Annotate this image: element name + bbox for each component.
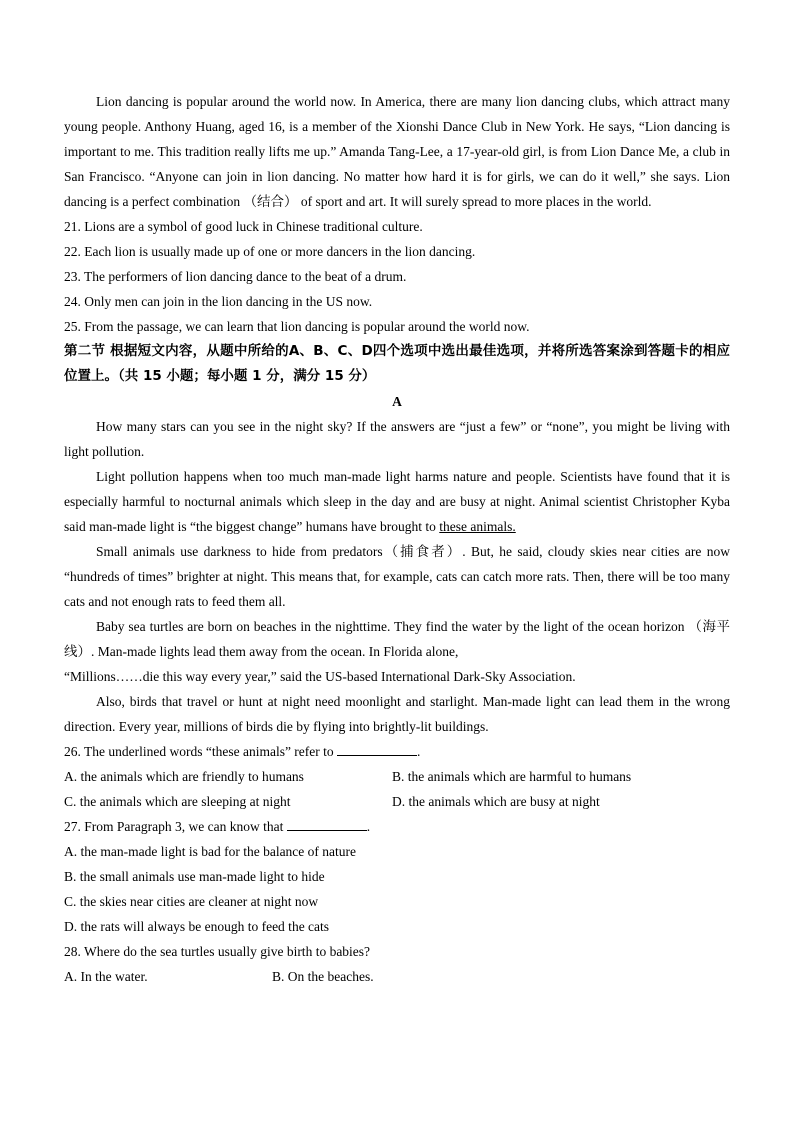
question-26-stem: 26. The underlined words “these animals” refer to (64, 744, 334, 759)
passage-a-paragraph-3: Small animals use darkness to hide from predators（捕食者）. But, he said, cloudy skies near cities are now “hundreds of times” brighter at night. This means that, for example, cats can catch more rats. Then, there will be too many cats and not enough rats to feed them all. (64, 544, 730, 609)
paragraph-2-text: Light pollution happens when too much man-made light harms nature and people. Scientists have found that it is especially harmful to nocturnal animals which sleep in the day and are busy at night. Animal scientist Christopher Kyba said man-made light is “the biggest change” humans have brought to (64, 469, 730, 534)
tf-item-23: 23. The performers of lion dancing dance to the beat of a drum. (64, 269, 407, 284)
underlined-these-animals: these animals. (439, 519, 516, 534)
question-27-stem: 27. From Paragraph 3, we can know that (64, 819, 284, 834)
page-content (64, 89, 730, 989)
part-label: A (392, 394, 402, 409)
tf-item-24: 24. Only men can join in the lion dancing in the US now. (64, 294, 373, 309)
question-26-option-a: A. the animals which are friendly to humans (64, 769, 304, 784)
question-26-option-d: D. the animals which are busy at night (392, 794, 600, 809)
tf-item-21: 21. Lions are a symbol of good luck in Chinese traditional culture. (64, 219, 423, 234)
passage-a-paragraph-5: Also, birds that travel or hunt at night need moonlight and starlight. Man-made light can lead them in the wrong direction. Every year, millions of birds die by flying into brightly-lit buildings. (64, 694, 730, 734)
section-heading: 第二节 根据短文内容，从题中所给的A、B、C、D四个选项中选出最佳选项，并将所选答案涂到答题卡的相应位置上。（共 15 小题；每小题 1 分，满分 15 分） (64, 343, 730, 384)
question-26: 26. The underlined words “these animals” refer to . (64, 739, 730, 764)
passage-a-paragraph-4: Baby sea turtles are born on beaches in the nighttime. They find the water by the light of the ocean horizon （海平线）. Man-made lights lead them away from the ocean. In Florida alone, (64, 619, 730, 659)
question-27-option-b: B. the small animals use man-made light to hide (64, 869, 325, 884)
tf-item-25: 25. From the passage, we can learn that lion dancing is popular around the world now. (64, 319, 530, 334)
question-26-options-row-1 (64, 764, 730, 789)
question-27: 27. From Paragraph 3, we can know that . (64, 814, 730, 839)
question-27-option-a: A. the man-made light is bad for the balance of nature (64, 844, 357, 859)
question-28-stem: 28. Where do the sea turtles usually give birth to babies? (64, 944, 371, 959)
question-27-option-d: D. the rats will always be enough to feed the cats (64, 919, 330, 934)
question-28-options (64, 964, 730, 989)
answer-blank (337, 741, 417, 756)
answer-blank (287, 816, 367, 831)
question-26-options-row-2 (64, 789, 730, 814)
question-28-option-b: B. On the beaches. (272, 969, 374, 984)
question-27-option-c: C. the skies near cities are cleaner at night now (64, 894, 319, 909)
question-28-option-a: A. In the water. (64, 969, 148, 984)
passage-a-paragraph-4-quote: “Millions……die this way every year,” said the US-based International Dark-Sky Association. (64, 669, 576, 684)
question-26-option-c: C. the animals which are sleeping at night (64, 794, 291, 809)
passage-a-paragraph-2 (64, 464, 730, 539)
question-26-option-b: B. the animals which are harmful to humans (392, 769, 632, 784)
passage-a-paragraph-1: How many stars can you see in the night sky? If the answers are “just a few” or “none”, you might be living with light pollution. (64, 419, 730, 459)
lion-dancing-paragraph: Lion dancing is popular around the world now. In America, there are many lion dancing clubs, which attract many young people. Anthony Huang, aged 16, is a member of the Xionshi Dance Club in New York. He says, “Lion dancing is important to me. This tradition really lifts me up.” Amanda Tang-Lee, a 17-year-old girl, is from Lion Dance Me, a club in San Francisco. “Anyone can join in lion dancing. No matter how hard it is for girls, we can do it well,” she says. Lion dancing is a perfect combination （结合） of sport and art. It will surely spread to more places in the world. (64, 94, 730, 209)
tf-item-22: 22. Each lion is usually made up of one or more dancers in the lion dancing. (64, 244, 476, 259)
